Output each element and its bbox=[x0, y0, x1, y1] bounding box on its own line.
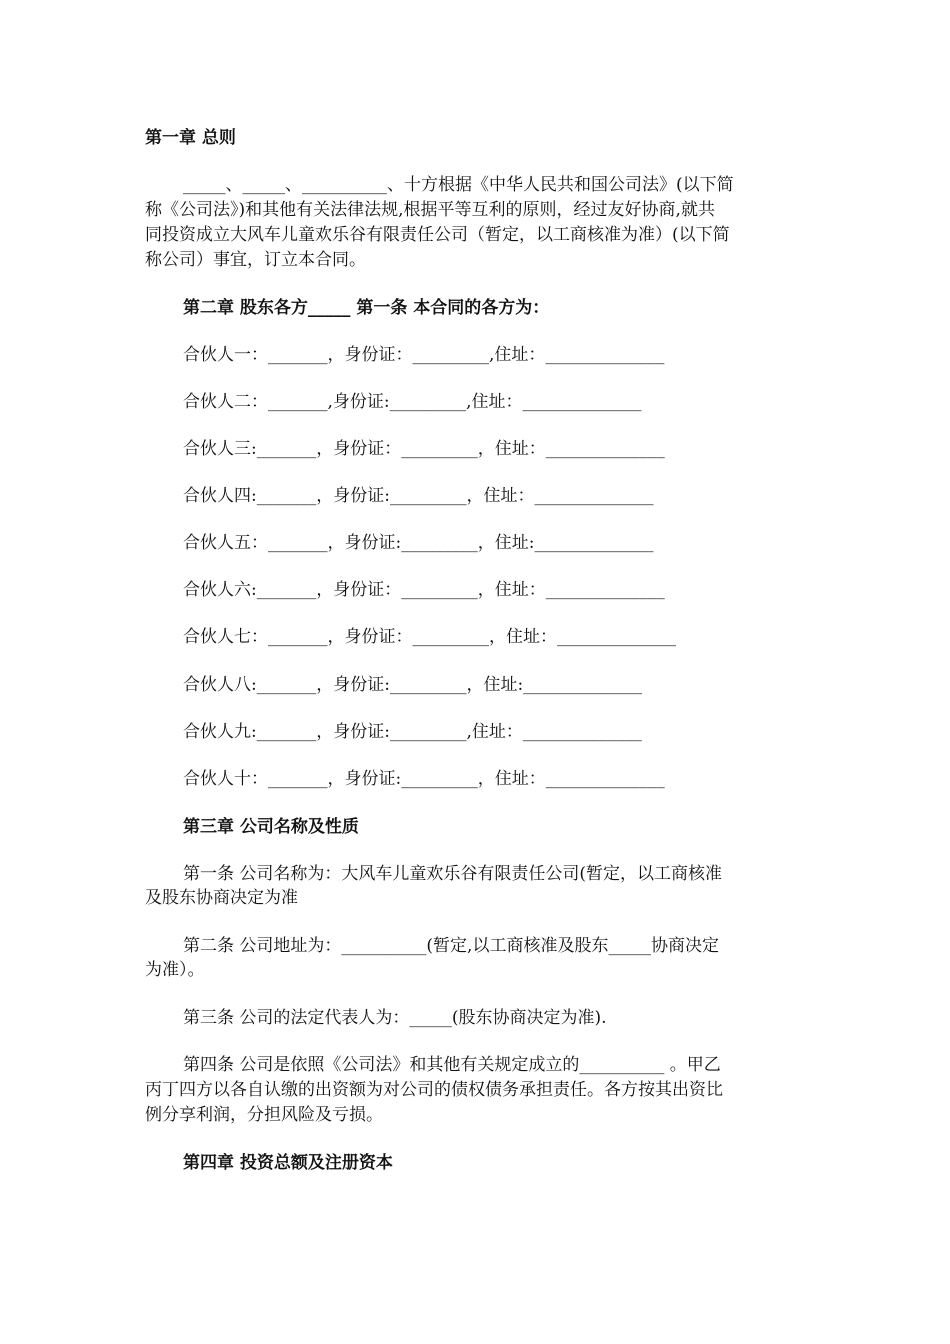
article-line: 第四条 公司是依照《公司法》和其他有关规定成立的__________ 。甲乙 bbox=[183, 1055, 721, 1075]
chapter3-heading: 第三章 公司名称及性质 bbox=[183, 817, 359, 837]
partner-line: 合伙人十：_______，身份证:_________，住址：______________ bbox=[183, 769, 665, 789]
article-line: 第一条 公司名称为：大风车儿童欢乐谷有限责任公司(暂定，以工商核准 bbox=[183, 864, 723, 884]
partner-line: 合伙人二：_______,身份证:_________,住址：______________ bbox=[183, 392, 642, 412]
chapter1-line: 称公司）事宜，订立本合同。 bbox=[145, 250, 366, 270]
article-line: 为准）。 bbox=[145, 960, 205, 980]
partner-line: 合伙人四:_______，身份证:_________，住址：______________ bbox=[183, 486, 654, 506]
article-line: 及股东协商决定为准 bbox=[145, 888, 298, 908]
chapter2-heading: 第二章 股东各方_____ 第一条 本合同的各方为： bbox=[183, 298, 550, 318]
chapter1-line: _____、_____、__________、十方根据《中华人民共和国公司法》(以下简 bbox=[183, 175, 734, 195]
chapter4-heading: 第四章 投资总额及注册资本 bbox=[183, 1153, 393, 1173]
article-line: 例分享利润，分担风险及亏损。 bbox=[145, 1105, 383, 1125]
article-line: 丙丁四方以各自认缴的出资额为对公司的债权债务承担责任。各方按其出资比 bbox=[145, 1080, 723, 1100]
article-line: 第三条 公司的法定代表人为：_____(股东协商决定为准). bbox=[183, 1008, 607, 1028]
partner-line: 合伙人一：_______，身份证：_________,住址：______________ bbox=[183, 345, 665, 365]
article-line: 第二条 公司地址为：__________(暂定,以工商核准及股东_____协商决定 bbox=[183, 936, 719, 956]
partner-line: 合伙人七：_______，身份证：_________，住址：______________ bbox=[183, 627, 676, 647]
chapter1-line: 同投资成立大风车儿童欢乐谷有限责任公司（暂定，以工商核准为准）(以下简 bbox=[145, 225, 730, 245]
partner-line: 合伙人六:_______，身份证：_________，住址：______________ bbox=[183, 580, 665, 600]
chapter1-line: 称《公司法》)和其他有关法律法规,根据平等互利的原则，经过友好协商,就共 bbox=[145, 200, 715, 220]
partner-line: 合伙人九:_______，身份证:_________,住址：______________ bbox=[183, 722, 642, 742]
partner-line: 合伙人八:_______，身份证:_________，住址:______________ bbox=[183, 675, 643, 695]
chapter1-heading: 第一章 总则 bbox=[145, 128, 236, 148]
partner-line: 合伙人五：_______，身份证:_________，住址:______________ bbox=[183, 533, 654, 553]
partner-line: 合伙人三:_______，身份证：_________，住址：______________ bbox=[183, 439, 665, 459]
